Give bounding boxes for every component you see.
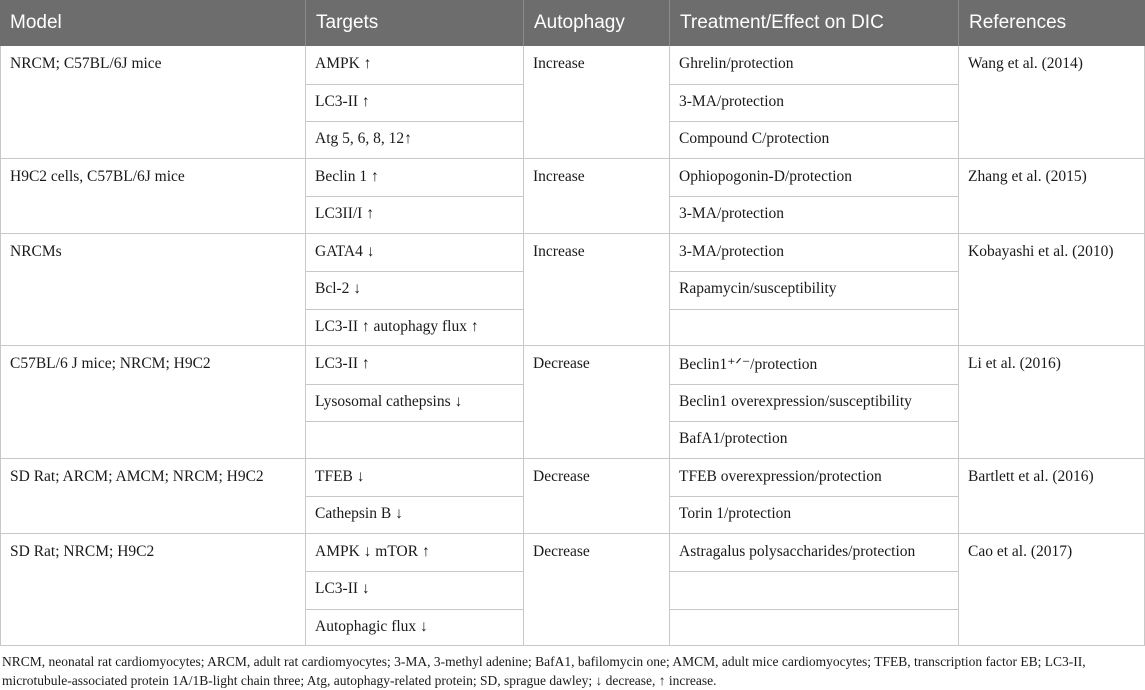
row-divider [305, 196, 523, 197]
cell-treatment: Beclin1 overexpression/susceptibility [679, 392, 912, 410]
cell-target: Lysosomal cathepsins ↓ [315, 392, 463, 410]
row-divider [305, 609, 523, 610]
cell-target: LC3-II ↑ autophagy flux ↑ [315, 317, 479, 335]
cell-target: GATA4 ↓ [315, 242, 375, 260]
cell-treatment: Ghrelin/protection [679, 55, 794, 72]
cell-treatment [669, 609, 958, 647]
cell-model: C57BL/6 J mice; NRCM; H9C2 [10, 355, 211, 372]
cell-treatment: Beclin1⁺ᐟ⁻/protection [679, 356, 818, 373]
cell-autophagy: Increase [533, 242, 585, 260]
cell-reference: Li et al. (2016) [968, 355, 1061, 372]
cell-treatment: Astragalus polysaccharides/protection [679, 542, 916, 560]
cell-autophagy: Decrease [533, 542, 590, 560]
group-divider [0, 645, 1145, 646]
column-divider [523, 46, 524, 646]
cell-model: SD Rat; NRCM; H9C2 [10, 542, 155, 560]
row-divider [669, 571, 958, 572]
cell-model: NRCMs [10, 242, 62, 260]
cell-autophagy: Increase [533, 55, 585, 72]
cell-treatment: 3-MA/protection [679, 92, 785, 110]
cell-treatment [669, 571, 958, 609]
column-divider [669, 46, 670, 646]
row-divider [305, 84, 523, 85]
row-divider [669, 309, 958, 310]
row-divider [669, 196, 958, 197]
header-treatment: Treatment/Effect on DIC [669, 0, 958, 46]
cell-autophagy: Decrease [533, 355, 590, 372]
row-divider [305, 496, 523, 497]
cell-treatment: Compound C/protection [679, 130, 830, 147]
table-footnote [2, 652, 1143, 690]
cell-treatment: 3-MA/protection [679, 242, 785, 260]
row-divider [669, 609, 958, 610]
cell-target: LC3-II ↓ [315, 580, 370, 597]
row-divider [305, 384, 523, 385]
cell-target: LC3II/I ↑ [315, 205, 374, 222]
row-divider [669, 271, 958, 272]
row-divider [305, 571, 523, 572]
header-references: References [958, 0, 1145, 46]
header-model: Model [0, 0, 305, 46]
cell-target: Autophagic flux ↓ [315, 617, 428, 635]
row-divider [669, 421, 958, 422]
cell-treatment: TFEB overexpression/protection [679, 467, 882, 485]
column-divider [958, 46, 959, 646]
cell-treatment: Ophiopogonin-D/protection [679, 167, 853, 185]
cell-target: Cathepsin B ↓ [315, 505, 403, 522]
row-divider [669, 121, 958, 122]
cell-reference: Zhang et al. (2015) [968, 167, 1087, 185]
footnote-line: microtubule-associated protein 1A/1B-light chain three; Atg, autophagy-related protein; SD, sprague dawley; ↓ decrease, ↑ increase. [2, 673, 717, 688]
cell-target: Atg 5, 6, 8, 12↑ [315, 130, 412, 147]
cell-treatment: BafA1/protection [679, 430, 788, 447]
header-autophagy: Autophagy [523, 0, 669, 46]
cell-target: Beclin 1 ↑ [315, 167, 379, 185]
cell-reference: Cao et al. (2017) [968, 542, 1073, 560]
column-divider [305, 46, 306, 646]
cell-target: AMPK ↑ [315, 55, 372, 72]
cell-reference: Kobayashi et al. (2010) [968, 242, 1114, 260]
cell-target [305, 421, 523, 459]
cell-target: AMPK ↓ mTOR ↑ [315, 542, 430, 560]
cell-target: LC3-II ↑ [315, 355, 370, 372]
cell-reference: Wang et al. (2014) [968, 55, 1083, 72]
cell-model: SD Rat; ARCM; AMCM; NRCM; H9C2 [10, 467, 264, 485]
header-targets: Targets [305, 0, 523, 46]
cell-target: Bcl-2 ↓ [315, 280, 362, 297]
cell-autophagy: Decrease [533, 467, 590, 485]
cell-target: LC3-II ↑ [315, 92, 370, 110]
footnote-line: NRCM, neonatal rat cardiomyocytes; ARCM, adult rat cardiomyocytes; 3-MA, 3-methyl adenine; BafA1, bafilomycin one; AMCM, adult mice cardiomyocytes; TFEB, transcription factor EB; LC3-II, [2, 654, 1086, 669]
cell-reference: Bartlett et al. (2016) [968, 467, 1094, 485]
cell-model: H9C2 cells, C57BL/6J mice [10, 167, 185, 185]
cell-treatment [669, 309, 958, 347]
cell-model: NRCM; C57BL/6J mice [10, 55, 162, 72]
cell-treatment: 3-MA/protection [679, 205, 785, 222]
row-divider [669, 84, 958, 85]
cell-target: TFEB ↓ [315, 467, 365, 485]
row-divider [669, 496, 958, 497]
row-divider [305, 121, 523, 122]
row-divider [305, 309, 523, 310]
row-divider [305, 271, 523, 272]
cell-treatment: Torin 1/protection [679, 505, 792, 522]
column-divider [0, 46, 1, 646]
row-divider [305, 421, 523, 422]
cell-autophagy: Increase [533, 167, 585, 185]
row-divider [669, 384, 958, 385]
cell-treatment: Rapamycin/susceptibility [679, 280, 837, 297]
